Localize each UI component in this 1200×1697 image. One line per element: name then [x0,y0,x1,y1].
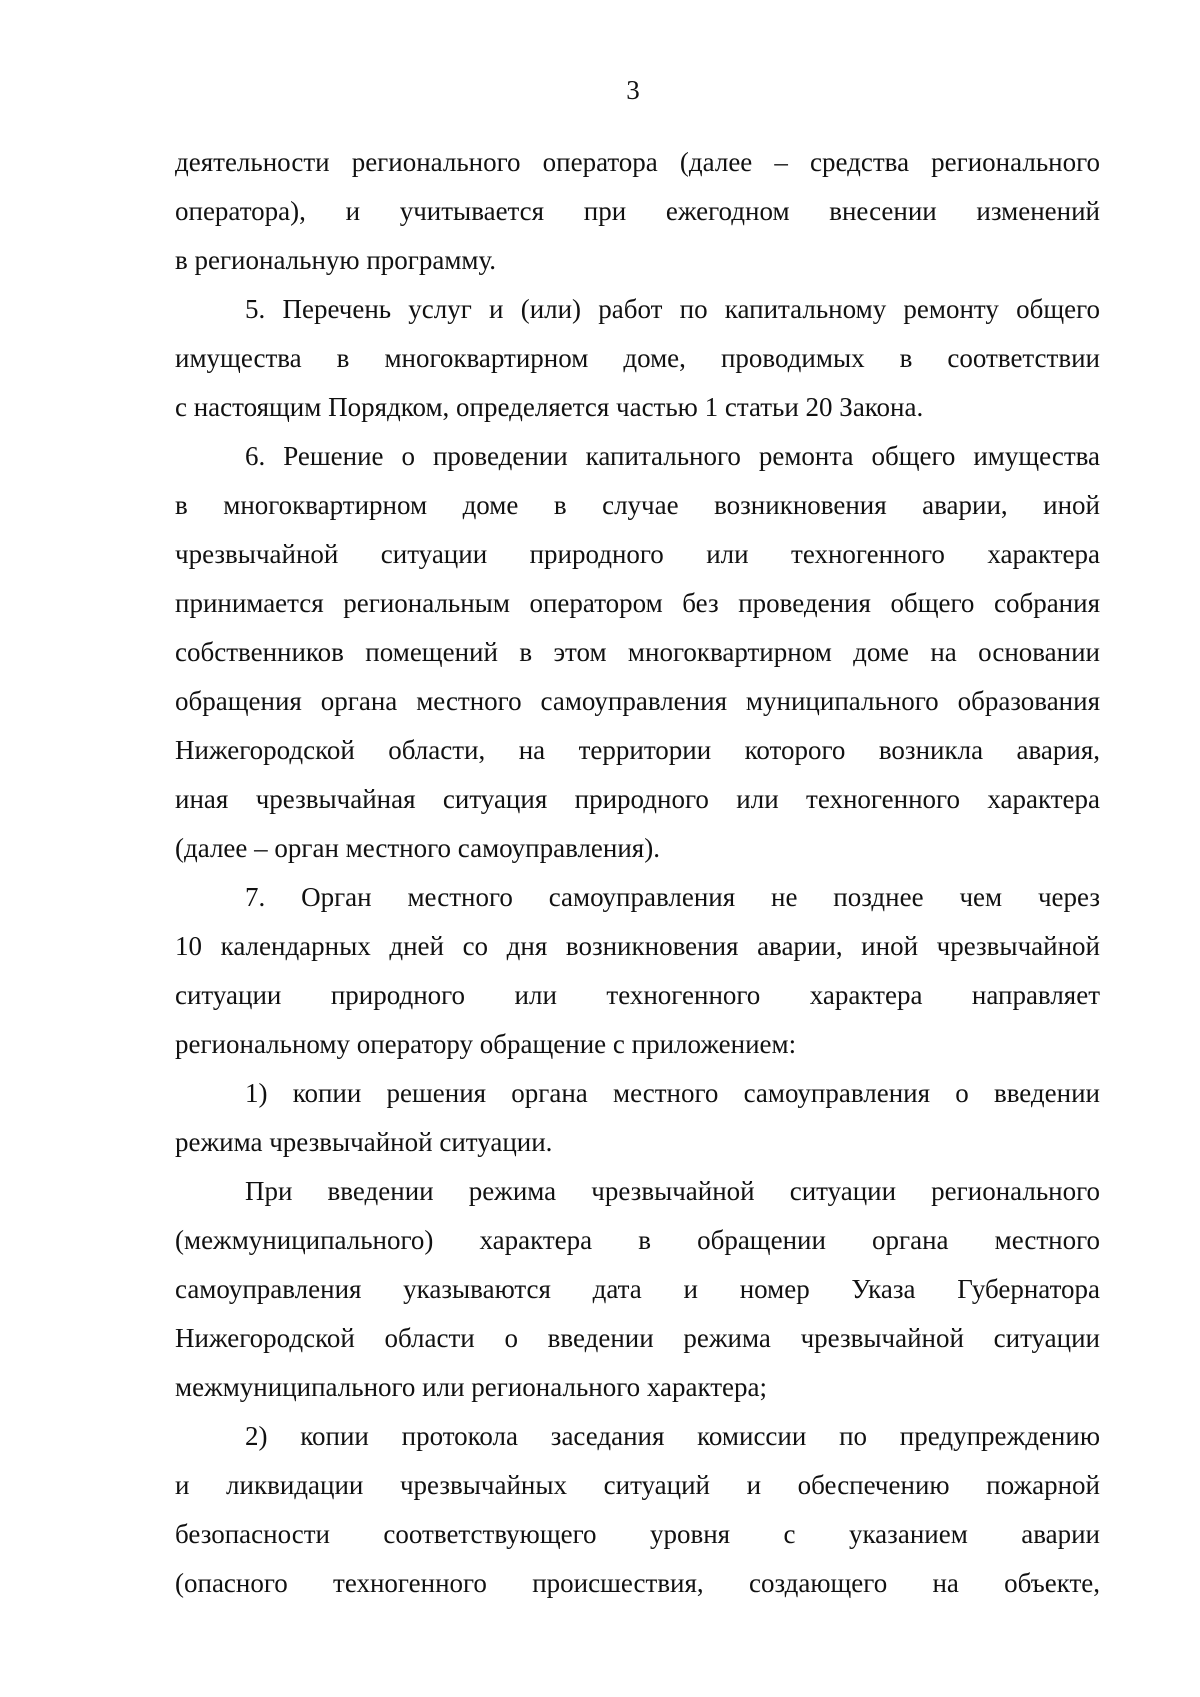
text-line: безопасности соответствующего уровня с указанием аварии [175,1519,1100,1549]
text-line: 5. Перечень услуг и (или) работ по капитальному ремонту общего [245,294,1100,324]
document-body [175,138,1100,1608]
paragraph-subitem-2 [175,1412,1100,1608]
text-line: самоуправления указываются дата и номер Указа Губернатора [175,1274,1100,1304]
paragraph-subitem-1 [175,1069,1100,1167]
text-line: 1) копии решения органа местного самоуправления о введении [245,1078,1100,1108]
text-line: (далее – орган местного самоуправления). [175,833,660,863]
text-line: собственников помещений в этом многоквартирном доме на основании [175,637,1100,667]
text-line: межмуниципального или регионального характера; [175,1372,767,1402]
paragraph-item-5 [175,285,1100,432]
text-line: 7. Орган местного самоуправления не позднее чем через [245,882,1100,912]
text-line: деятельности регионального оператора (далее – средства регионального [175,147,1100,177]
text-line: ситуации природного или техногенного характера направляет [175,980,1100,1010]
paragraph-item-6 [175,432,1100,873]
text-line: принимается региональным оператором без проведения общего собрания [175,588,1100,618]
text-line: в региональную программу. [175,245,497,275]
paragraph-continuation [175,138,1100,285]
text-line: иная чрезвычайная ситуация природного или техногенного характера [175,784,1100,814]
text-line: 10 календарных дней со дня возникновения аварии, иной чрезвычайной [175,931,1100,961]
text-line: 2) копии протокола заседания комиссии по предупреждению [245,1421,1100,1451]
text-line: Нижегородской области о введении режима чрезвычайной ситуации [175,1323,1100,1353]
text-line: режима чрезвычайной ситуации. [175,1127,553,1157]
text-line: с настоящим Порядком, определяется частью 1 статьи 20 Закона. [175,392,924,422]
text-line: (межмуниципального) характера в обращении органа местного [175,1225,1100,1255]
text-line: При введении режима чрезвычайной ситуации регионального [245,1176,1100,1206]
text-line: в многоквартирном доме в случае возникновения аварии, иной [175,490,1100,520]
text-line: региональному оператору обращение с приложением: [175,1029,797,1059]
paragraph-regional-emergency [175,1167,1100,1412]
text-line: Нижегородской области, на территории которого возникла авария, [175,735,1100,765]
text-line: оператора), и учитывается при ежегодном внесении изменений [175,196,1100,226]
text-line: имущества в многоквартирном доме, проводимых в соответствии [175,343,1100,373]
paragraph-item-7 [175,873,1100,1069]
text-line: (опасного техногенного происшествия, создающего на объекте, [175,1568,1100,1598]
text-line: и ликвидации чрезвычайных ситуаций и обеспечению пожарной [175,1470,1100,1500]
page-number: 3 [626,75,640,105]
text-line: обращения органа местного самоуправления муниципального образования [175,686,1100,716]
text-line: чрезвычайной ситуации природного или техногенного характера [175,539,1100,569]
text-line: 6. Решение о проведении капитального ремонта общего имущества [245,441,1100,471]
